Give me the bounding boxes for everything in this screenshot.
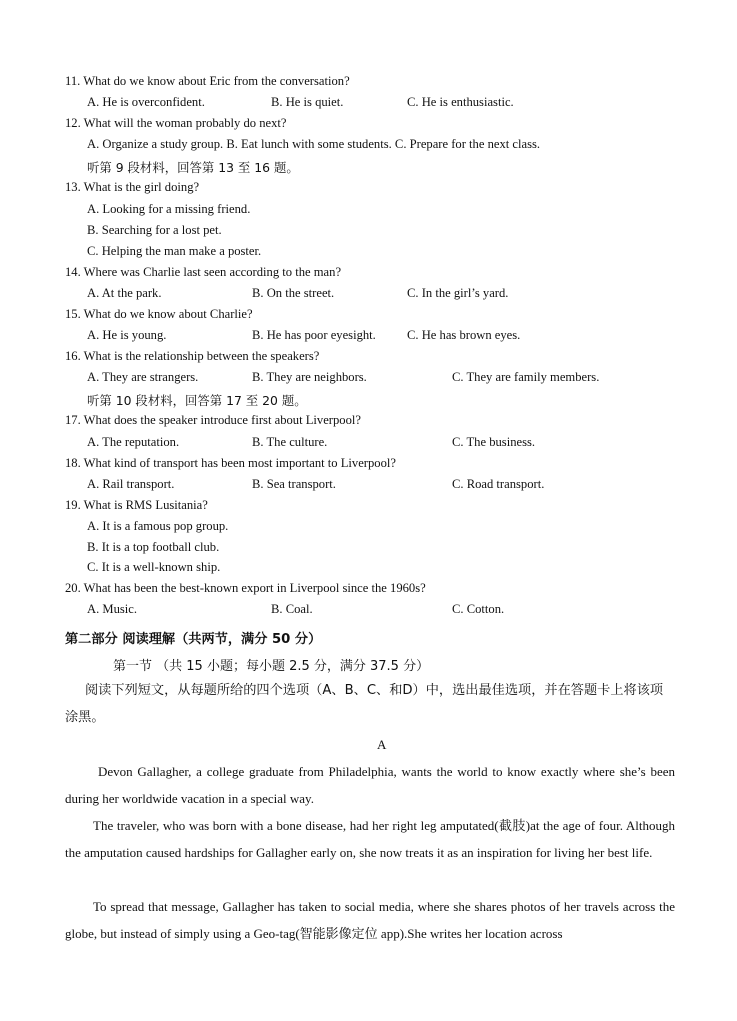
question-16-option-b: B. They are neighbors. — [252, 370, 367, 384]
question-15-option-b: B. He has poor eyesight. — [252, 328, 376, 342]
question-17-option-b: B. The culture. — [252, 435, 328, 449]
reading-subsection-title: 第一节 （共 15 小题；每小题 2.5 分，满分 37.5 分） — [113, 659, 430, 674]
question-15-stem: 15. What do we know about Charlie? — [65, 307, 253, 321]
question-16-option-c: C. They are family members. — [452, 370, 600, 384]
passage-paragraph-3-text: To spread that message, Gallagher has taken to social media, where she shares photos of her travels across the globe, but instead of simply using a Geo-tag(智能影像定位 app).She writes her location across — [65, 899, 675, 941]
question-13-option-b: B. Searching for a lost pet. — [87, 223, 222, 237]
question-11-option-c: C. He is enthusiastic. — [407, 95, 514, 109]
question-13-option-a: A. Looking for a missing friend. — [87, 202, 251, 216]
question-20-stem: 20. What has been the best-known export in Liverpool since the 1960s? — [65, 581, 426, 595]
question-18-option-b: B. Sea transport. — [252, 477, 336, 491]
question-19-option-c: C. It is a well-known ship. — [87, 560, 221, 574]
question-14-stem: 14. Where was Charlie last seen according to the man? — [65, 265, 342, 279]
passage-paragraph-1-text: Devon Gallagher, a college graduate from Philadelphia, wants the world to know exactly where she’s been during her worldwide vacation in a special way. — [65, 764, 675, 806]
reading-section-title: 第二部分 阅读理解（共两节，满分 50 分） — [65, 632, 322, 647]
reading-instructions — [65, 677, 675, 731]
question-14-option-b: B. On the street. — [252, 286, 335, 300]
passage-paragraph-1 — [65, 758, 675, 812]
listening-note-9: 听第 9 段材料，回答第 13 至 16 题。 — [87, 160, 299, 175]
question-13-stem: 13. What is the girl doing? — [65, 180, 200, 194]
question-12-options: A. Organize a study group. B. Eat lunch with some students. C. Prepare for the next class. — [87, 137, 541, 151]
question-14-option-c: C. In the girl’s yard. — [407, 286, 509, 300]
question-11-option-b: B. He is quiet. — [271, 95, 344, 109]
question-13-option-c: C. Helping the man make a poster. — [87, 244, 262, 258]
question-15-option-a: A. He is young. — [87, 328, 167, 342]
question-20-option-c: C. Cotton. — [452, 602, 505, 616]
question-14-option-a: A. At the park. — [87, 286, 162, 300]
question-17-option-c: C. The business. — [452, 435, 536, 449]
listening-note-10: 听第 10 段材料，回答第 17 至 20 题。 — [87, 393, 307, 408]
question-11-option-a: A. He is overconfident. — [87, 95, 205, 109]
question-11-stem: 11. What do we know about Eric from the conversation? — [65, 74, 350, 88]
passage-letter: A — [377, 737, 387, 752]
question-19-option-b: B. It is a top football club. — [87, 540, 220, 554]
question-18-option-a: A. Rail transport. — [87, 477, 175, 491]
passage-paragraph-2-text: The traveler, who was born with a bone disease, had her right leg amputated(截肢)at the age of four. Although the amputation caused hardships for Gallagher early on, she now treats it as an inspiration for living her best life. — [65, 818, 675, 860]
question-19-stem: 19. What is RMS Lusitania? — [65, 498, 208, 512]
question-20-option-a: A. Music. — [87, 602, 138, 616]
question-16-stem: 16. What is the relationship between the speakers? — [65, 349, 320, 363]
question-18-option-c: C. Road transport. — [452, 477, 545, 491]
question-18-stem: 18. What kind of transport has been most important to Liverpool? — [65, 456, 396, 470]
question-12-stem: 12. What will the woman probably do next? — [65, 116, 287, 130]
reading-instructions-text: 阅读下列短文，从每题所给的四个选项（A、B、C、和D）中，选出最佳选项，并在答题卡上将该项涂黑。 — [65, 683, 664, 725]
question-15-option-c: C. He has brown eyes. — [407, 328, 521, 342]
passage-paragraph-3 — [65, 893, 675, 947]
question-19-option-a: A. It is a famous pop group. — [87, 519, 229, 533]
question-20-option-b: B. Coal. — [271, 602, 313, 616]
question-17-option-a: A. The reputation. — [87, 435, 180, 449]
question-16-option-a: A. They are strangers. — [87, 370, 199, 384]
question-17-stem: 17. What does the speaker introduce first about Liverpool? — [65, 413, 361, 427]
passage-paragraph-2 — [65, 812, 675, 866]
